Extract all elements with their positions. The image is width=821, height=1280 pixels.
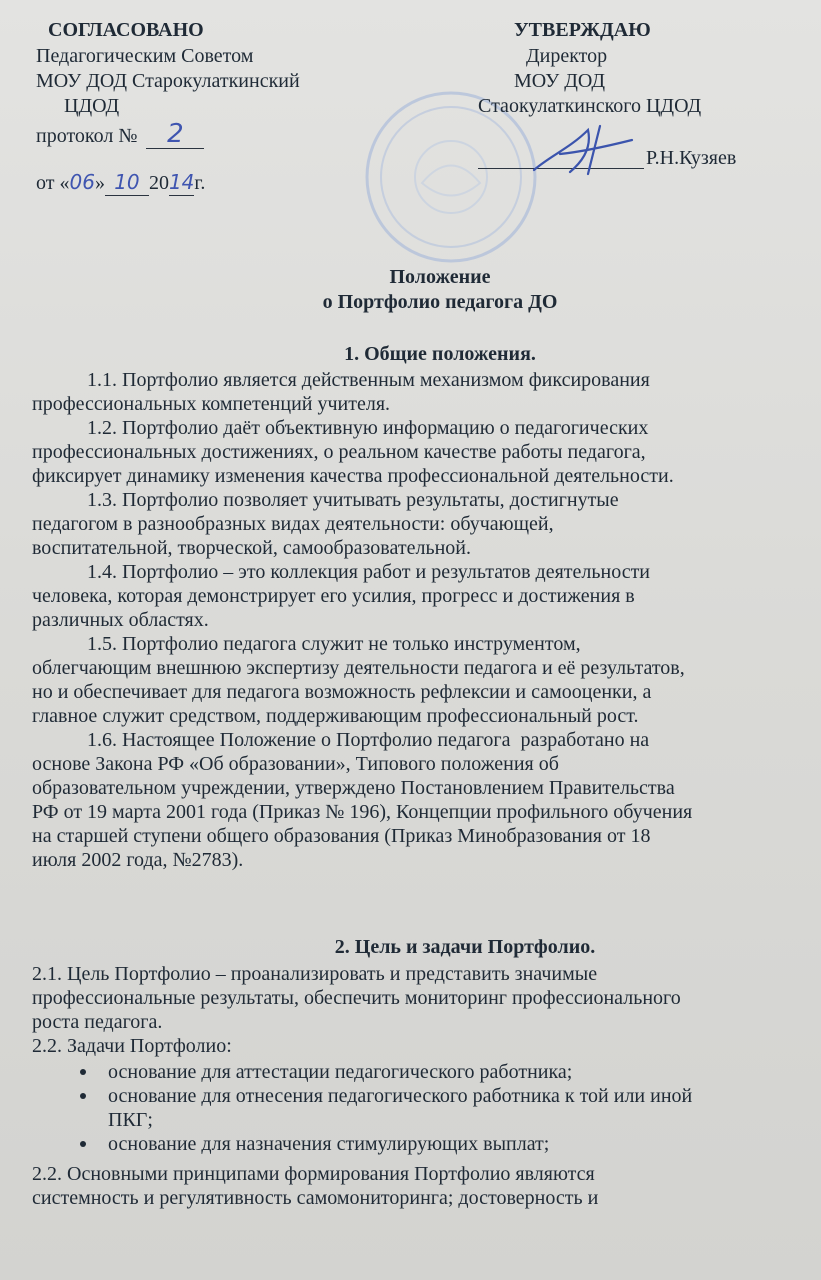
school-abbr-line: ЦДОД — [64, 95, 120, 117]
list-item-text: ПКГ; — [108, 1109, 153, 1131]
list-item-text: основание для назначения стимулирующих выплат; — [108, 1133, 550, 1155]
council-line: Педагогическим Советом — [36, 45, 254, 67]
protocol-line — [36, 119, 204, 149]
school-line: МОУ ДОД Старокулаткинский — [36, 70, 300, 92]
protocol-label: протокол № — [36, 125, 138, 147]
text-line: 1.5. Портфолио педагога служит не только инструментом, — [32, 633, 581, 655]
text-line: профессиональных компетенций учителя. — [32, 393, 391, 415]
text-line: 1.1. Портфолио является действенным механизмом фиксирования — [32, 369, 650, 391]
text-line: роста педагога. — [32, 1011, 163, 1033]
text-line: профессиональных достижениях, о реальном качестве работы педагога, — [32, 441, 646, 463]
text-line: различных областях. — [32, 609, 209, 631]
text-line: 1.6. Настоящее Положение о Портфолио педагога разработано на — [32, 729, 650, 751]
section1-body — [32, 368, 821, 872]
date-year: 14 — [168, 170, 195, 194]
approve-label: УТВЕРЖДАЮ — [514, 19, 651, 41]
director-position: Директор — [526, 45, 608, 67]
date-month: 10 — [114, 170, 140, 194]
section2-heading: 2. Цель и задачи Портфолио. — [334, 936, 596, 958]
section1-heading: 1. Общие положения. — [344, 343, 536, 365]
list-item — [76, 1132, 692, 1156]
bullet-icon — [80, 1069, 86, 1075]
text-line: педагогом в разнообразных видах деятельности: обучающей, — [32, 513, 554, 535]
list-item-text: основание для аттестации педагогического работника; — [108, 1061, 573, 1083]
text-line: главное служит средством, поддерживающим профессиональный рост. — [32, 705, 639, 727]
text-line: 2.1. Цель Портфолио – проанализировать и представить значимые — [32, 963, 598, 985]
text-line: человека, которая демонстрирует его усилия, прогресс и достижения в — [32, 585, 635, 607]
list-item-text: основание для отнесения педагогического работника к той или иной — [108, 1085, 693, 1107]
document-title: Положение о Портфолио педагога ДО — [322, 266, 558, 313]
tasks-list — [76, 1060, 692, 1156]
text-line: на старшей ступени общего образования (Приказ Минобразования от 18 — [32, 825, 651, 847]
text-line: 2.2. Основными принципами формирования Портфолио являются — [32, 1163, 595, 1185]
agreed-label: СОГЛАСОВАНО — [48, 19, 204, 41]
director-name: Р.Н.Кузяев — [646, 147, 737, 169]
protocol-number: 2 — [167, 119, 184, 149]
section2-closing — [32, 1162, 821, 1210]
text-line: 1.4. Портфолио – это коллекция работ и результатов деятельности — [32, 561, 651, 583]
section2-body — [32, 962, 821, 1058]
text-line: июля 2002 года, №2783). — [32, 849, 244, 871]
text-line: облегчающим внешнюю экспертизу деятельности педагога и её результатов, — [32, 657, 685, 679]
date-line: от «06» 10 2014г. — [36, 170, 206, 194]
text-line: фиксирует динамику изменения качества профессиональной деятельности. — [32, 465, 674, 487]
list-item — [76, 1060, 692, 1084]
text-line: воспитательной, творческой, самообразовательной. — [32, 537, 471, 559]
text-line: 1.3. Портфолио позволяет учитывать результаты, достигнутые — [32, 489, 619, 511]
text-line: основе Закона РФ «Об образовании», Типового положения об — [32, 753, 559, 775]
director-org-line2: Стаокулаткинского ЦДОД — [478, 95, 702, 117]
director-signature-icon — [530, 118, 640, 178]
date-day: 06 — [69, 170, 95, 194]
director-org-line1: МОУ ДОД — [514, 70, 605, 92]
text-line: 2.2. Задачи Портфолио: — [32, 1035, 232, 1057]
text-line: 1.2. Портфолио даёт объективную информацию о педагогических — [32, 417, 649, 439]
list-item — [76, 1084, 692, 1132]
bullet-icon — [80, 1141, 86, 1147]
text-line: профессиональные результаты, обеспечить мониторинг профессионального — [32, 987, 681, 1009]
bullet-icon — [80, 1093, 86, 1099]
text-line: РФ от 19 марта 2001 года (Приказ № 196), Концепции профильного обучения — [32, 801, 693, 823]
text-line: образовательном учреждении, утверждено Постановлением Правительства — [32, 777, 675, 799]
text-line: системность и регулятивность самомониторинга; достоверность и — [32, 1187, 599, 1209]
text-line: но и обеспечивает для педагога возможность рефлексии и самооценки, а — [32, 681, 652, 703]
